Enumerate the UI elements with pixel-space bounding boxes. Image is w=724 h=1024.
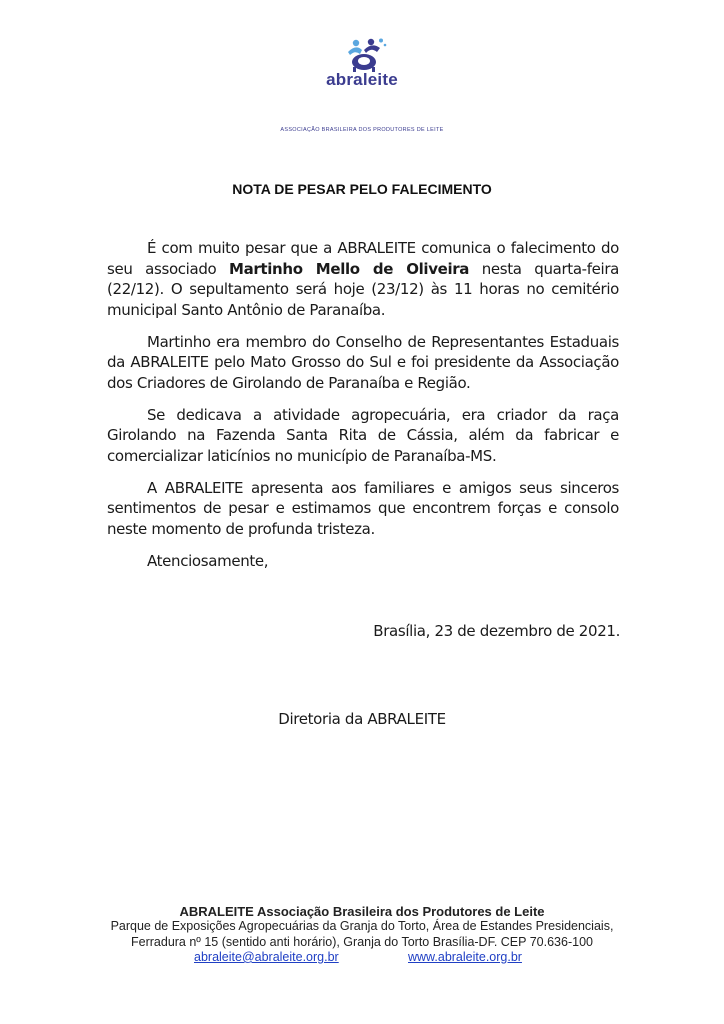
footer-address-line-1: Parque de Exposições Agropecuárias da Granja do Torto, Área de Estandes Presidenciais, xyxy=(110,919,614,934)
brand-name: abraleite xyxy=(326,70,398,89)
footer-address-line-2: Ferradura nº 15 (sentido anti horário), Granja do Torto Brasília-DF. CEP 70.636-100 xyxy=(131,934,593,949)
page-title: NOTA DE PESAR PELO FALECIMENTO xyxy=(232,181,492,197)
paragraph-1 xyxy=(107,238,619,320)
milk-can-people-icon xyxy=(334,38,390,72)
footer-org: ABRALEITE Associação Brasileira dos Produtores de Leite xyxy=(179,904,545,919)
p1-text-end: nesta quarta-feira (22/12). O sepultamento será hoje (23/12) às 11 horas no cemitério municipal Santo Antônio de Paranaíba. xyxy=(107,259,620,319)
email-link[interactable]: abraleite@abraleite.org.br xyxy=(194,949,339,964)
brand-subtitle: ASSOCIAÇÃO BRASILEIRA DOS PRODUTORES DE LEITE xyxy=(280,127,444,133)
paragraph-3: Se dedicava a atividade agropecuária, era criador da raça Girolando na Fazenda Santa Rita de Cássia, além da fabricar e comercializar laticínios no município de Paranaíba-MS. xyxy=(107,405,619,465)
footer-links xyxy=(0,950,724,966)
p1-text-start: É com muito pesar que a ABRALEITE comunica o falecimento do seu associado xyxy=(107,239,619,278)
paragraph-2: Martinho era membro do Conselho de Representantes Estaduais da ABRALEITE pelo Mato Grosso do Sul e foi presidente da Associação dos Criadores de Girolando de Paranaíba e Região. xyxy=(107,332,619,392)
signoff: Atenciosamente, xyxy=(147,552,269,570)
date-line: Brasília, 23 de dezembro de 2021. xyxy=(373,622,620,640)
signature: Diretoria da ABRALEITE xyxy=(278,710,446,728)
website-link[interactable]: www.abraleite.org.br xyxy=(408,949,522,964)
deceased-name: Martinho Mello de Oliveira xyxy=(229,259,470,278)
footer xyxy=(0,904,724,966)
paragraph-4: A ABRALEITE apresenta aos familiares e amigos seus sinceros sentimentos de pesar e estimamos que encontrem forças e consolo neste momento de profunda tristeza. xyxy=(107,478,619,538)
letter-body xyxy=(107,238,619,551)
